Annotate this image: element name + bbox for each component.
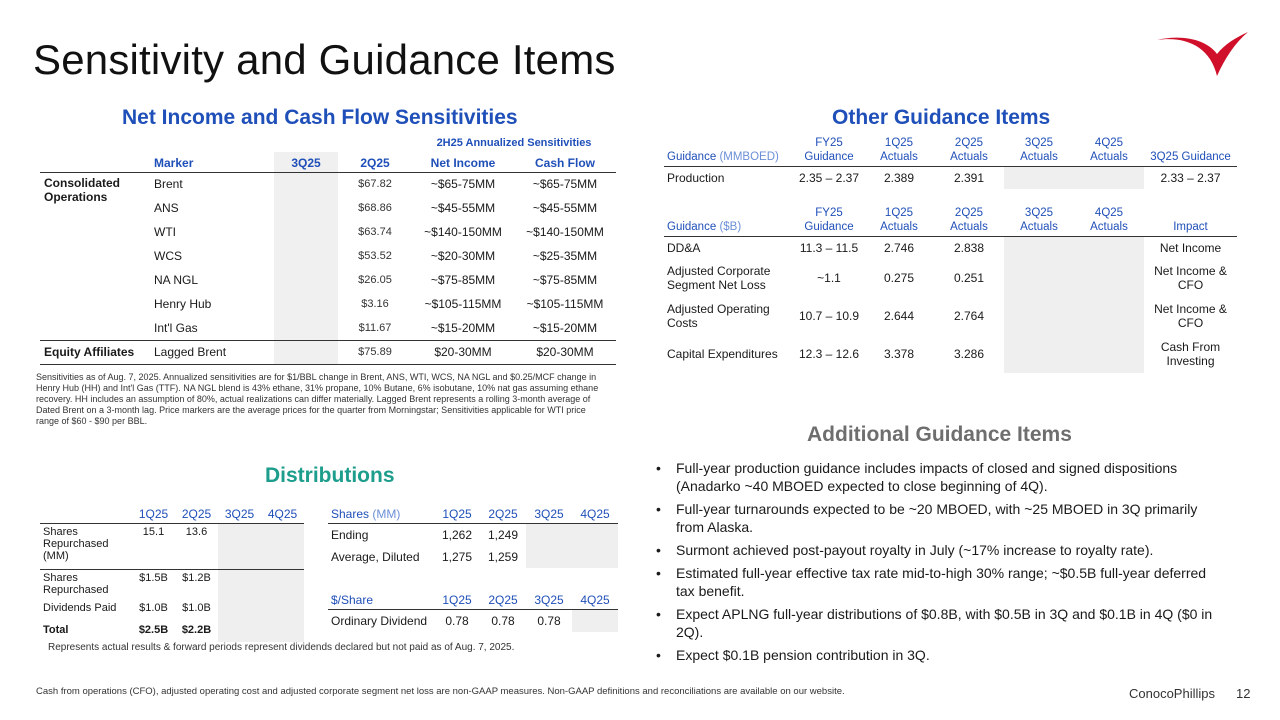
q2-cell: $11.67 bbox=[358, 321, 392, 334]
fin-impact-cell: Cash From Investing bbox=[1160, 339, 1221, 368]
q2-cell: $63.74 bbox=[358, 226, 392, 238]
table-row bbox=[40, 622, 304, 642]
fin-impact-cell: Net Income & CFO bbox=[1154, 263, 1227, 292]
prod-q1-cell: 2.389 bbox=[883, 170, 915, 185]
pershare-q3-cell: 0.78 bbox=[537, 613, 561, 628]
fin-q3-cell bbox=[1004, 335, 1074, 373]
sensitivities-table bbox=[40, 134, 616, 365]
cf-cell: ~$105-115MM bbox=[526, 297, 604, 311]
prod-row-label: Production bbox=[667, 170, 725, 185]
table-row bbox=[664, 167, 1237, 189]
table-row bbox=[40, 600, 304, 622]
prod-q3-cell bbox=[1004, 167, 1074, 189]
table-row bbox=[40, 172, 616, 196]
dist-q4-cell bbox=[261, 524, 304, 570]
dist-q1-cell: 15.1 bbox=[142, 526, 165, 538]
shares-col-1q25: 1Q25 bbox=[434, 505, 480, 524]
cf-cell: ~$140-150MM bbox=[526, 225, 604, 239]
marker-cell: ANS bbox=[154, 201, 179, 215]
sensitivities-title: Net Income and Cash Flow Sensitivities bbox=[122, 106, 518, 129]
pershare-q4-cell bbox=[572, 610, 618, 632]
fin-impact-cell: Net Income bbox=[1159, 240, 1222, 255]
table-row bbox=[328, 546, 618, 568]
q2-cell: $68.86 bbox=[358, 202, 392, 214]
cf-cell: ~$65-75MM bbox=[532, 177, 598, 192]
fin-header-label bbox=[664, 204, 794, 237]
additional-guidance-title: Additional Guidance Items bbox=[807, 423, 1072, 446]
cf-cell: ~$75-85MM bbox=[532, 273, 598, 287]
fin-header-text: Guidance bbox=[667, 221, 717, 233]
ni-cell: ~$15-20MM bbox=[430, 320, 496, 335]
q2-cell: $75.89 bbox=[338, 340, 412, 364]
fin-fy25-cell: 11.3 – 11.5 bbox=[799, 240, 859, 255]
fin-q1-cell: 3.378 bbox=[883, 346, 915, 361]
shares-q2-cell: 1,249 bbox=[487, 527, 519, 542]
shares-header-label bbox=[328, 505, 434, 524]
dist-q4-cell bbox=[261, 622, 304, 642]
q3-cell bbox=[274, 316, 338, 340]
shares-table bbox=[328, 505, 618, 568]
fin-col-fy25: FY25 Guidance bbox=[794, 204, 864, 237]
ni-cell: ~$105-115MM bbox=[424, 297, 502, 311]
prod-col-fy25: FY25 Guidance bbox=[794, 134, 864, 167]
dist-q1-cell: $1.0B bbox=[139, 601, 168, 614]
prod-col-4q25: 4Q25 Actuals bbox=[1074, 134, 1144, 167]
distributions-table bbox=[40, 505, 304, 642]
cf-cell: ~$15-20MM bbox=[532, 320, 598, 335]
fin-col-1q25: 1Q25 Actuals bbox=[864, 204, 934, 237]
prod-header-unit: (MMBOED) bbox=[719, 151, 779, 163]
other-guidance-title: Other Guidance Items bbox=[832, 106, 1051, 129]
cf-cell: $20-30MM bbox=[514, 340, 616, 364]
shares-header-unit: (MM) bbox=[372, 507, 401, 521]
fin-fy25-cell: 10.7 – 10.9 bbox=[798, 308, 860, 323]
dist-row-label: Dividends Paid bbox=[43, 601, 117, 614]
sens-col-3q25: 3Q25 bbox=[274, 152, 338, 172]
fin-q3-cell bbox=[1004, 237, 1074, 259]
q2-cell: $53.52 bbox=[358, 250, 392, 262]
q3-cell bbox=[274, 172, 338, 196]
non-gaap-footnote: Cash from operations (CFO), adjusted operating cost and adjusted corporate segment net loss are non-GAAP measures. Non-GAAP definitions and reconciliations are available on our website. bbox=[36, 686, 845, 697]
table-row bbox=[40, 570, 304, 600]
dist-q2-cell: $2.2B bbox=[181, 623, 212, 636]
q2-cell: $26.05 bbox=[358, 274, 392, 286]
pershare-header-label: $/Share bbox=[328, 591, 434, 610]
fin-q3-cell bbox=[1004, 259, 1074, 297]
fin-row-label: DD&A bbox=[667, 240, 701, 255]
page-title: Sensitivity and Guidance Items bbox=[33, 36, 616, 83]
dist-q2-cell: $1.2B bbox=[175, 570, 218, 600]
pershare-col-1q25: 1Q25 bbox=[434, 591, 480, 610]
consolidated-label: Consolidated Operations bbox=[44, 175, 121, 204]
prod-last-cell: 2.33 – 2.37 bbox=[1160, 170, 1221, 185]
prod-col-2q25: 2Q25 Actuals bbox=[934, 134, 1004, 167]
shares-header-text: Shares bbox=[331, 507, 370, 521]
shares-q4-cell bbox=[572, 524, 618, 546]
sens-group-header: 2H25 Annualized Sensitivities bbox=[436, 137, 592, 149]
fin-q1-cell: 2.746 bbox=[883, 240, 915, 255]
list-item: • Expect APLNG full-year distributions of $0.8B, with $0.5B in 3Q and $0.1B in 4Q ($0 in 2Q). bbox=[654, 605, 1214, 641]
table-row bbox=[40, 340, 616, 364]
dist-q2-cell: $1.0B bbox=[182, 601, 211, 614]
shares-col-3q25: 3Q25 bbox=[526, 505, 572, 524]
shares-q2-cell: 1,259 bbox=[487, 549, 519, 564]
shares-col-2q25: 2Q25 bbox=[480, 505, 526, 524]
list-item: • Surmont achieved post-payout royalty in July (~17% increase to royalty rate). bbox=[654, 541, 1214, 559]
list-item: • Full-year production guidance includes impacts of closed and signed dispositions (Anadarko ~40 MBOED expected to close beginning of 4Q). bbox=[654, 459, 1214, 495]
dist-col-2q25: 2Q25 bbox=[175, 505, 218, 524]
shares-row-label: Average, Diluted bbox=[331, 549, 420, 564]
additional-guidance-list bbox=[654, 459, 1214, 669]
prod-col-3q25-guidance: 3Q25 Guidance bbox=[1144, 134, 1237, 167]
prod-q2-cell: 2.391 bbox=[953, 170, 985, 185]
q3-cell bbox=[274, 244, 338, 268]
fin-q3-cell bbox=[1004, 297, 1074, 335]
sens-col-marker: Marker bbox=[150, 152, 274, 172]
ni-cell: ~$20-30MM bbox=[430, 249, 496, 263]
equity-label: Equity Affiliates bbox=[40, 340, 150, 364]
dist-row-label: Shares Repurchased (MM) bbox=[43, 526, 109, 562]
cf-cell: ~$25-35MM bbox=[532, 249, 598, 263]
fin-q4-cell bbox=[1074, 297, 1144, 335]
shares-row-label: Ending bbox=[331, 527, 369, 542]
fin-row-label: Capital Expenditures bbox=[667, 346, 778, 361]
fin-q2-cell: 3.286 bbox=[953, 346, 985, 361]
sensitivities-footnote: Sensitivities as of Aug. 7, 2025. Annualized sensitivities are for $1/BBL change in Brent, ANS, WTI, WCS, NA NGL and $0.25/MCF change in Henry Hub (HH) and Int'l Gas (TTF). NA NGL blend is 43% ethane, 31% propane, 10% Butane, 6% isobutane, 10% nat gas assuming ethane recovery. HH includes an assumption of 80%, actual realizations can differ materially. Lagged Brent represents a rolling 3-month average of Dated Brent on a 3-month lag. Price markers are the average prices for the quarter from Morningstar; Sensitivities applicable for WTI price range of $60 - $90 per BBL. bbox=[36, 372, 599, 426]
q2-cell: $3.16 bbox=[361, 298, 389, 310]
sens-col-2q25: 2Q25 bbox=[338, 152, 412, 172]
dist-q3-cell bbox=[218, 524, 261, 570]
q2-cell: $67.82 bbox=[358, 178, 392, 191]
fin-q4-cell bbox=[1074, 259, 1144, 297]
dist-q2-cell: 13.6 bbox=[185, 526, 208, 538]
prod-fy25-cell: 2.35 – 2.37 bbox=[798, 170, 860, 185]
ni-cell: ~$140-150MM bbox=[424, 225, 502, 239]
marker-cell: Lagged Brent bbox=[150, 340, 274, 364]
prod-header-text: Guidance bbox=[667, 151, 717, 163]
marker-cell: Int'l Gas bbox=[154, 320, 198, 335]
marker-cell: Brent bbox=[154, 177, 183, 192]
list-item: • Estimated full-year effective tax rate mid-to-high 30% range; ~$0.5B full-year deferred tax benefit. bbox=[654, 564, 1214, 600]
fin-impact-cell: Net Income & CFO bbox=[1154, 301, 1227, 330]
marker-cell: WTI bbox=[154, 225, 176, 239]
table-row bbox=[664, 259, 1237, 297]
financial-guidance-table bbox=[664, 204, 1237, 373]
dist-col-blank bbox=[40, 505, 132, 524]
brand-name: ConocoPhillips bbox=[1129, 686, 1215, 701]
dist-q3-cell bbox=[218, 570, 261, 600]
dist-q1-cell: $1.5B bbox=[132, 570, 175, 600]
ni-cell: ~$65-75MM bbox=[430, 177, 496, 192]
distributions-title: Distributions bbox=[265, 464, 395, 487]
marker-cell: Henry Hub bbox=[154, 297, 212, 311]
fin-q1-cell: 2.644 bbox=[883, 308, 915, 323]
prod-col-3q25: 3Q25 Actuals bbox=[1004, 134, 1074, 167]
q3-cell bbox=[274, 196, 338, 220]
q3-cell bbox=[274, 268, 338, 292]
page-number: 12 bbox=[1236, 686, 1251, 701]
distributions-note: Represents actual results & forward periods represent dividends declared but not paid as of Aug. 7, 2025. bbox=[48, 642, 515, 653]
shares-q4-cell bbox=[572, 546, 618, 568]
table-row bbox=[664, 237, 1237, 259]
q3-cell bbox=[274, 340, 338, 364]
ni-cell: ~$75-85MM bbox=[430, 273, 496, 287]
fin-col-impact: Impact bbox=[1144, 204, 1237, 237]
ni-cell: ~$45-55MM bbox=[430, 201, 496, 215]
dist-row-label: Total bbox=[43, 623, 69, 636]
cf-cell: ~$45-55MM bbox=[532, 201, 598, 215]
shares-q3-cell bbox=[526, 546, 572, 568]
dist-col-1q25: 1Q25 bbox=[132, 505, 175, 524]
dist-row-label: Shares Repurchased bbox=[40, 570, 132, 600]
pershare-col-4q25: 4Q25 bbox=[572, 591, 618, 610]
fin-q4-cell bbox=[1074, 335, 1144, 373]
shares-q1-cell: 1,275 bbox=[441, 549, 473, 564]
prod-q4-cell bbox=[1074, 167, 1144, 189]
dist-q3-cell bbox=[218, 600, 261, 622]
prod-col-1q25: 1Q25 Actuals bbox=[864, 134, 934, 167]
table-row bbox=[40, 524, 304, 570]
fin-row-label: Adjusted Corporate Segment Net Loss bbox=[667, 263, 771, 292]
fin-fy25-cell: 12.3 – 12.6 bbox=[798, 346, 860, 361]
fin-q2-cell: 2.838 bbox=[953, 240, 985, 255]
table-row bbox=[664, 335, 1237, 373]
fin-col-4q25: 4Q25 Actuals bbox=[1074, 204, 1144, 237]
marker-cell: WCS bbox=[154, 249, 182, 263]
fin-col-2q25: 2Q25 Actuals bbox=[934, 204, 1004, 237]
table-row bbox=[328, 610, 618, 632]
fin-header-unit: ($B) bbox=[719, 221, 742, 233]
fin-fy25-cell: ~1.1 bbox=[817, 270, 841, 285]
pershare-row-label: Ordinary Dividend bbox=[331, 613, 428, 628]
shares-q1-cell: 1,262 bbox=[441, 527, 473, 542]
company-logo-icon bbox=[1155, 28, 1250, 78]
shares-col-4q25: 4Q25 bbox=[572, 505, 618, 524]
dist-col-3q25: 3Q25 bbox=[218, 505, 261, 524]
sens-col-cash-flow: Cash Flow bbox=[514, 152, 616, 172]
fin-q2-cell: 0.251 bbox=[953, 270, 985, 285]
pershare-col-3q25: 3Q25 bbox=[526, 591, 572, 610]
ni-cell: $20-30MM bbox=[412, 340, 514, 364]
shares-q3-cell bbox=[526, 524, 572, 546]
per-share-table bbox=[328, 591, 618, 632]
pershare-q2-cell: 0.78 bbox=[491, 613, 515, 628]
sens-col-net-income: Net Income bbox=[412, 152, 514, 172]
prod-header-label bbox=[664, 134, 794, 167]
production-guidance-table bbox=[664, 134, 1237, 189]
dist-q4-cell bbox=[261, 600, 304, 622]
q3-cell bbox=[274, 220, 338, 244]
dist-q1-cell: $2.5B bbox=[138, 623, 169, 636]
table-row bbox=[328, 524, 618, 546]
dist-q4-cell bbox=[261, 570, 304, 600]
dist-col-4q25: 4Q25 bbox=[261, 505, 304, 524]
pershare-col-2q25: 2Q25 bbox=[480, 591, 526, 610]
fin-q2-cell: 2.764 bbox=[953, 308, 985, 323]
fin-q1-cell: 0.275 bbox=[883, 270, 915, 285]
list-item: • Expect $0.1B pension contribution in 3Q. bbox=[654, 646, 1214, 664]
pershare-q1-cell: 0.78 bbox=[445, 613, 469, 628]
fin-row-label: Adjusted Operating Costs bbox=[667, 301, 770, 330]
marker-cell: NA NGL bbox=[154, 273, 199, 287]
list-item: • Full-year turnarounds expected to be ~20 MBOED, with ~25 MBOED in 3Q primarily from Alaska. bbox=[654, 500, 1214, 536]
fin-col-3q25: 3Q25 Actuals bbox=[1004, 204, 1074, 237]
dist-q3-cell bbox=[218, 622, 261, 642]
fin-q4-cell bbox=[1074, 237, 1144, 259]
table-row bbox=[664, 297, 1237, 335]
q3-cell bbox=[274, 292, 338, 316]
